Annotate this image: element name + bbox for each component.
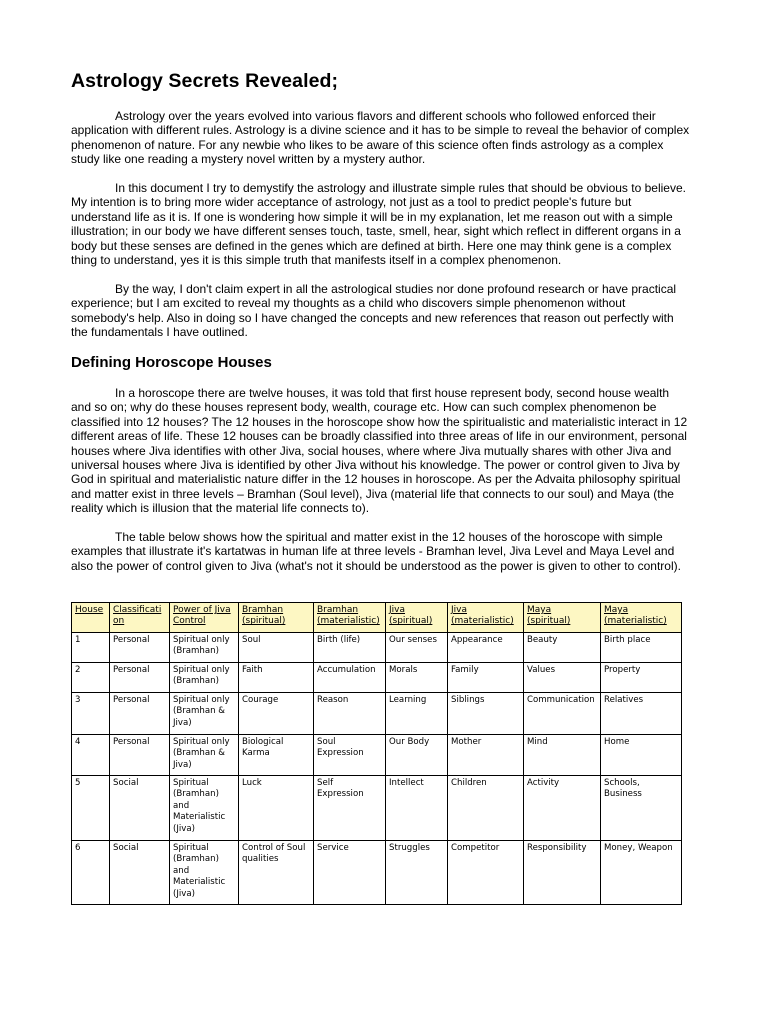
header-maya-spiritual: Maya (spiritual) xyxy=(524,603,601,633)
section-paragraph-2: The table below shows how the spiritual and matter exist in the 12 houses of the horoscope with simple examples that illustrate it's kartatwas in human life at three levels - Bramhan level, Jiva Level and Maya Level and also the power of control given to Jiva (what's not it should be understood as the power is given to other to control). xyxy=(71,530,681,573)
table-row xyxy=(72,633,682,663)
table-cell: 5 xyxy=(72,776,110,841)
table-cell: Family xyxy=(448,663,524,693)
table-header-row xyxy=(72,603,682,633)
table-cell: Accumulation xyxy=(314,663,386,693)
table-cell: Property xyxy=(601,663,682,693)
table-cell: 1 xyxy=(72,633,110,663)
table-cell: Biological Karma xyxy=(239,735,314,776)
table-cell: Mind xyxy=(524,735,601,776)
table-cell: Control of Soul qualities xyxy=(239,841,314,905)
header-house: House xyxy=(72,603,110,633)
table-cell: Communication xyxy=(524,693,601,735)
table-cell: Spiritual only (Bramhan & Jiva) xyxy=(170,693,239,735)
header-bramhan-spiritual: Bramhan (spiritual) xyxy=(239,603,314,633)
section-paragraph-1: In a horoscope there are twelve houses, it was told that first house represent body, second house wealth and so on; why do these houses represent body, wealth, courage etc. How can such complex phenomenon be classified into 12 houses? The 12 houses in the horoscope show how the spiritualistic and materialistic interact in 12 different areas of life. These 12 houses can be broadly classified into three areas of life in our environment, personal houses where Jiva identifies with other Jiva, social houses, where where Jiva mutually shares with other Jiva and universal houses where Jiva is identified by other Jiva without his knowledge. The power or control given to Jiva by God in spiritual and materialistic nature differ in the 12 houses in horoscope. As per the Advaita philosophy spiritual and matter exist in three levels – Bramhan (Soul level), Jiva (material life that connects to our soul) and Maya (the reality which is illusion that the material life connects to). xyxy=(71,386,688,516)
table-cell: Mother xyxy=(448,735,524,776)
table-cell: Competitor xyxy=(448,841,524,905)
table-cell: Service xyxy=(314,841,386,905)
table-cell: Schools, Business xyxy=(601,776,682,841)
table-cell: Beauty xyxy=(524,633,601,663)
header-power-of-jiva-control: Power of Jiva Control xyxy=(170,603,239,633)
table-cell: 2 xyxy=(72,663,110,693)
table-cell: Personal xyxy=(110,693,170,735)
table-row xyxy=(72,735,682,776)
table-cell: Activity xyxy=(524,776,601,841)
table-cell: Personal xyxy=(110,663,170,693)
intro-paragraph-1: Astrology over the years evolved into various flavors and different schools who followed enforced their application with different rules. Astrology is a divine science and it has to be simple to reveal the behavior of complex phenomenon of nature. For any newbie who likes to be aware of this science often finds astrology as a complex study like one reading a mystery novel written by a mystery author. xyxy=(71,109,690,167)
table-cell: Courage xyxy=(239,693,314,735)
table-cell: Reason xyxy=(314,693,386,735)
table-cell: Relatives xyxy=(601,693,682,735)
table-cell: Social xyxy=(110,776,170,841)
table-cell: Spiritual (Bramhan) and Materialistic (Jiva) xyxy=(170,776,239,841)
table-cell: Home xyxy=(601,735,682,776)
table-cell: Spiritual only (Bramhan) xyxy=(170,633,239,663)
table-cell: Soul xyxy=(239,633,314,663)
table-cell: Self Expression xyxy=(314,776,386,841)
table-cell: Luck xyxy=(239,776,314,841)
table-cell: Faith xyxy=(239,663,314,693)
horoscope-houses-table xyxy=(71,602,682,905)
table-cell: 6 xyxy=(72,841,110,905)
intro-paragraph-2: In this document I try to demystify the astrology and illustrate simple rules that should be obvious to believe. My intention is to bring more wider acceptance of astrology, not just as a tool to predict people's future but understand life as it is. If one is wondering how simple it will be in my explanation, let me reason out with a simple illustration; in our body we have different senses touch, taste, smell, hear, sight which reflect in different organs in a body but these senses are defined in the genes which are defined at birth. Here one may think gene is a complex thing to understand, yes it is this simple truth that manifests itself in a complex phenomenon. xyxy=(71,181,686,268)
header-maya-materialistic: Maya (materialistic) xyxy=(601,603,682,633)
intro-paragraph-3: By the way, I don't claim expert in all the astrological studies nor done profound research or have practical experience; but I am excited to reveal my thoughts as a child who discovers simple phenomenon without somebody's help. Also in doing so I have changed the concepts and new references that reason out perfectly with the fundamentals I have outlined. xyxy=(71,282,677,340)
header-bramhan-materialistic: Bramhan (materialistic) xyxy=(314,603,386,633)
table-cell: 4 xyxy=(72,735,110,776)
table-cell: Morals xyxy=(386,663,448,693)
header-jiva-materialistic: Jiva (materialistic) xyxy=(448,603,524,633)
table-row xyxy=(72,776,682,841)
header-classification: Classification xyxy=(110,603,170,633)
section-heading: Defining Horoscope Houses xyxy=(71,354,272,371)
table-cell: Spiritual only (Bramhan & Jiva) xyxy=(170,735,239,776)
table-cell: Personal xyxy=(110,735,170,776)
table-cell: Spiritual only (Bramhan) xyxy=(170,663,239,693)
table-cell: Birth (life) xyxy=(314,633,386,663)
table-row xyxy=(72,841,682,905)
table-cell: Responsibility xyxy=(524,841,601,905)
table-cell: Our Body xyxy=(386,735,448,776)
header-jiva-spiritual: Jiva (spiritual) xyxy=(386,603,448,633)
table-cell: 3 xyxy=(72,693,110,735)
table-cell: Birth place xyxy=(601,633,682,663)
table-cell: Learning xyxy=(386,693,448,735)
table-cell: Spiritual (Bramhan) and Materialistic (Jiva) xyxy=(170,841,239,905)
table-cell: Intellect xyxy=(386,776,448,841)
table-cell: Values xyxy=(524,663,601,693)
document-title: Astrology Secrets Revealed; xyxy=(71,70,339,92)
table-row xyxy=(72,693,682,735)
table-cell: Soul Expression xyxy=(314,735,386,776)
table-cell: Money, Weapon xyxy=(601,841,682,905)
table-cell: Children xyxy=(448,776,524,841)
table-cell: Our senses xyxy=(386,633,448,663)
table-cell: Social xyxy=(110,841,170,905)
table-row xyxy=(72,663,682,693)
table-cell: Appearance xyxy=(448,633,524,663)
table-cell: Siblings xyxy=(448,693,524,735)
table-cell: Personal xyxy=(110,633,170,663)
table-cell: Struggles xyxy=(386,841,448,905)
